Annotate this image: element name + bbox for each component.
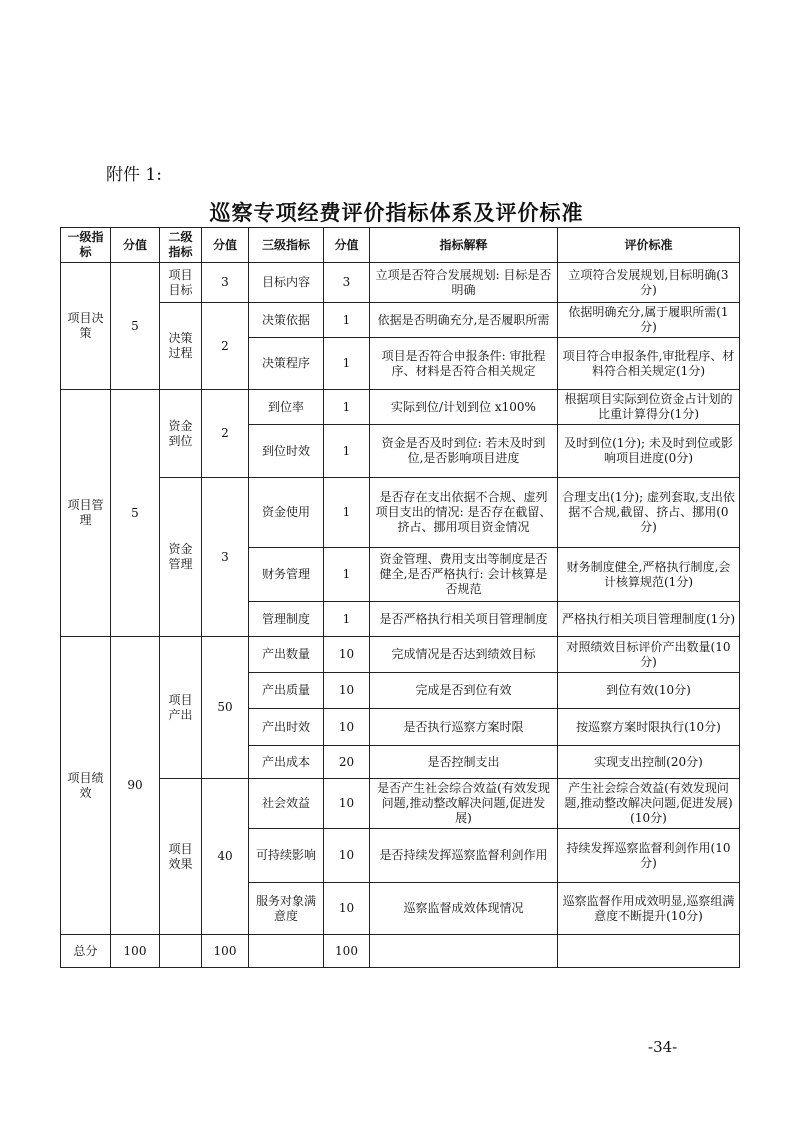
level3-name: 到位时效 [249, 425, 324, 478]
level3-score: 10 [324, 883, 370, 935]
standard-cell: 财务制度健全,严格执行制度,会计核算规范(1分) [558, 548, 740, 602]
table-row [61, 779, 740, 829]
level2-name: 决策过程 [160, 303, 202, 390]
level2-score: 3 [202, 478, 249, 637]
level2-name: 项目目标 [160, 263, 202, 303]
level2-name: 项目产出 [160, 637, 202, 779]
level3-name: 产出质量 [249, 673, 324, 709]
explanation-cell: 依据是否明确充分,是否履职所需 [370, 303, 558, 338]
level3-name: 产出时效 [249, 709, 324, 746]
standard-cell: 产生社会综合效益(有效发现问题,推动整改解决问题,促进发展)(10分) [558, 779, 740, 829]
level1-name: 项目绩效 [61, 637, 111, 935]
total-label: 总分 [61, 935, 111, 968]
table-row [61, 263, 740, 303]
standard-cell: 实现支出控制(20分) [558, 746, 740, 779]
standard-cell: 对照绩效目标评价产出数量(10分) [558, 637, 740, 673]
explanation-cell: 是否执行巡察方案时限 [370, 709, 558, 746]
level3-score: 1 [324, 390, 370, 425]
table-row [61, 637, 740, 673]
header-level3: 三级指标 [249, 228, 324, 263]
explanation-cell: 是否持续发挥巡察监督利剑作用 [370, 829, 558, 883]
header-score1: 分值 [111, 228, 160, 263]
level3-score: 10 [324, 637, 370, 673]
level3-score: 1 [324, 602, 370, 637]
level3-score: 10 [324, 709, 370, 746]
level3-score: 1 [324, 303, 370, 338]
table-row [61, 478, 740, 548]
level1-name: 项目管理 [61, 390, 111, 637]
explanation-cell: 是否控制支出 [370, 746, 558, 779]
level3-score: 3 [324, 263, 370, 303]
level3-name: 资金使用 [249, 478, 324, 548]
level3-name: 决策程序 [249, 338, 324, 390]
header-level2: 二级指标 [160, 228, 202, 263]
level3-score: 1 [324, 338, 370, 390]
page-title: 巡察专项经费评价指标体系及评价标准 [209, 201, 584, 225]
empty-cell [558, 935, 740, 968]
level3-name: 产出成本 [249, 746, 324, 779]
level3-score: 10 [324, 829, 370, 883]
standard-cell: 项目符合申报条件,审批程序、材料符合相关规定(1分) [558, 338, 740, 390]
standard-cell: 到位有效(10分) [558, 673, 740, 709]
header-level1: 一级指标 [61, 228, 111, 263]
standard-cell: 合理支出(1分); 虚列套取,支出依据不合规,截留、挤占、挪用(0分) [558, 478, 740, 548]
level3-name: 财务管理 [249, 548, 324, 602]
total-row [61, 935, 740, 968]
level3-score: 20 [324, 746, 370, 779]
header-row [61, 228, 740, 263]
page-number: -34- [648, 1038, 678, 1056]
explanation-cell: 项目是否符合申报条件: 审批程序、材料是否符合相关规定 [370, 338, 558, 390]
level3-name: 可持续影响 [249, 829, 324, 883]
header-score2: 分值 [202, 228, 249, 263]
level3-name: 社会效益 [249, 779, 324, 829]
level3-score: 1 [324, 478, 370, 548]
level3-score: 10 [324, 779, 370, 829]
level3-name: 服务对象满意度 [249, 883, 324, 935]
level2-score: 2 [202, 303, 249, 390]
header-explanation: 指标解释 [370, 228, 558, 263]
explanation-cell: 是否产生社会综合效益(有效发现问题,推动整改解决问题,促进发展) [370, 779, 558, 829]
total-score3: 100 [324, 935, 370, 968]
standard-cell: 严格执行相关项目管理制度(1分) [558, 602, 740, 637]
standard-cell: 及时到位(1分); 未及时到位或影响项目进度(0分) [558, 425, 740, 478]
level2-score: 50 [202, 637, 249, 779]
level1-name: 项目决策 [61, 263, 111, 390]
table-row [61, 303, 740, 338]
level3-name: 决策依据 [249, 303, 324, 338]
level1-score: 90 [111, 637, 160, 935]
level3-name: 管理制度 [249, 602, 324, 637]
empty-cell [160, 935, 202, 968]
level1-score: 5 [111, 390, 160, 637]
explanation-cell: 资金管理、费用支出等制度是否健全,是否严格执行: 会计核算是否规范 [370, 548, 558, 602]
total-score2: 100 [202, 935, 249, 968]
level3-name: 产出数量 [249, 637, 324, 673]
level2-name: 资金管理 [160, 478, 202, 637]
level1-score: 5 [111, 263, 160, 390]
empty-cell [249, 935, 324, 968]
attachment-label: 附件 1: [106, 165, 162, 185]
level2-score: 40 [202, 779, 249, 935]
level2-score: 3 [202, 263, 249, 303]
level2-score: 2 [202, 390, 249, 478]
explanation-cell: 实际到位/计划到位 x100% [370, 390, 558, 425]
level3-score: 10 [324, 673, 370, 709]
standard-cell: 依据明确充分,属于履职所需(1分) [558, 303, 740, 338]
explanation-cell: 立项是否符合发展规划: 目标是否明确 [370, 263, 558, 303]
explanation-cell: 是否存在支出依据不合规、虚列项目支出的情况: 是否存在截留、挤占、挪用项目资金情况 [370, 478, 558, 548]
total-score1: 100 [111, 935, 160, 968]
explanation-cell: 完成是否到位有效 [370, 673, 558, 709]
level3-score: 1 [324, 548, 370, 602]
standard-cell: 巡察监督作用成效明显,巡察组满意度不断提升(10分) [558, 883, 740, 935]
explanation-cell: 完成情况是否达到绩效目标 [370, 637, 558, 673]
evaluation-table [60, 227, 740, 968]
explanation-cell: 资金是否及时到位: 若未及时到位,是否影响项目进度 [370, 425, 558, 478]
level2-name: 项目效果 [160, 779, 202, 935]
explanation-cell: 巡察监督成效体现情况 [370, 883, 558, 935]
level3-name: 到位率 [249, 390, 324, 425]
table-row [61, 390, 740, 425]
level3-name: 目标内容 [249, 263, 324, 303]
level3-score: 1 [324, 425, 370, 478]
standard-cell: 立项符合发展规划,目标明确(3分) [558, 263, 740, 303]
header-standard: 评价标准 [558, 228, 740, 263]
explanation-cell: 是否严格执行相关项目管理制度 [370, 602, 558, 637]
level2-name: 资金到位 [160, 390, 202, 478]
header-score3: 分值 [324, 228, 370, 263]
standard-cell: 按巡察方案时限执行(10分) [558, 709, 740, 746]
empty-cell [370, 935, 558, 968]
standard-cell: 持续发挥巡察监督利剑作用(10分) [558, 829, 740, 883]
standard-cell: 根据项目实际到位资金占计划的比重计算得分(1分) [558, 390, 740, 425]
